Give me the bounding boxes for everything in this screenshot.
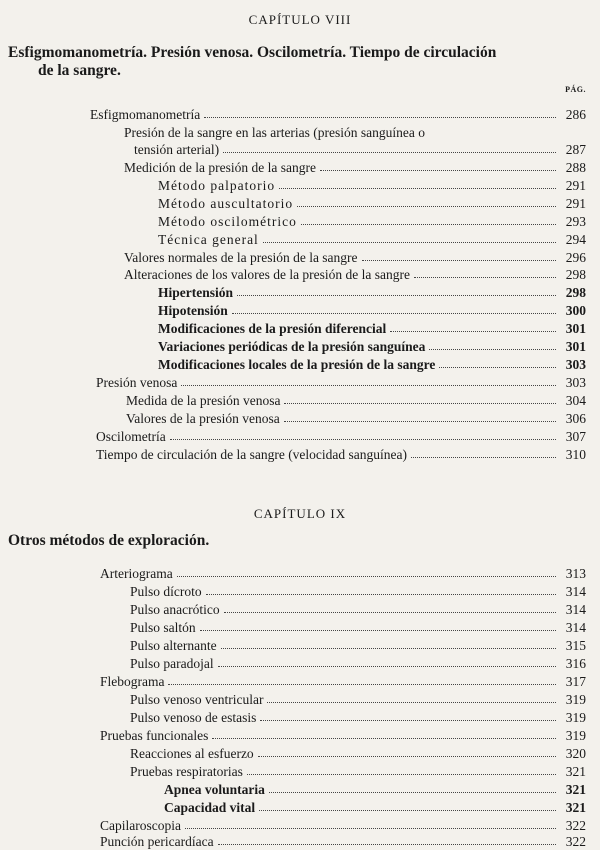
toc-entry: Pulso dícroto 314 <box>130 584 586 599</box>
toc-entry: Pulso alternante 315 <box>130 638 586 653</box>
chapter-8-heading: CAPÍTULO VIII <box>248 12 352 27</box>
toc-entry: tensión arterial) 287 <box>134 142 586 157</box>
toc-entry: Valores de la presión venosa 306 <box>126 411 586 426</box>
toc-entry: Hipotensión 300 <box>158 303 586 318</box>
toc-entry: Método auscultatorio 291 <box>158 196 586 211</box>
toc-entry: Tiempo de circulación de la sangre (velocidad sanguínea) 310 <box>96 447 586 462</box>
chapter-8-title-line1: Esfigmomanometría. Presión venosa. Oscilometría. Tiempo de circulación <box>8 44 497 61</box>
toc-entry: Valores normales de la presión de la sangre 296 <box>124 250 586 265</box>
toc-entry: Hipertensión 298 <box>158 285 586 300</box>
toc-entry: Pulso venoso ventricular 319 <box>130 692 586 707</box>
toc-entry: Variaciones periódicas de la presión sanguínea 301 <box>158 339 586 354</box>
toc-entry: Capilaroscopia 322 <box>100 818 586 833</box>
toc-entry: Esfigmomanometría 286 <box>90 107 586 122</box>
toc-entry: Método oscilométrico 293 <box>158 214 586 229</box>
toc-entry: Método palpatorio 291 <box>158 178 586 193</box>
toc-entry: Pulso paradojal 316 <box>130 656 586 671</box>
chapter-9-heading: CAPÍTULO IX <box>253 506 347 521</box>
toc-entry: Pulso saltón 314 <box>130 620 586 635</box>
toc-entry: Pruebas funcionales 319 <box>100 728 586 743</box>
toc-entry: Alteraciones de los valores de la presión de la sangre 298 <box>124 267 586 282</box>
toc-entry: Medida de la presión venosa 304 <box>126 393 586 408</box>
toc-entry: Pulso anacrótico 314 <box>130 602 586 617</box>
toc-entry: Reacciones al esfuerzo 320 <box>130 746 586 761</box>
toc-entry: Apnea voluntaria 321 <box>164 782 586 797</box>
toc-entry: Capacidad vital 321 <box>164 800 586 815</box>
page-column-header: PÁG. <box>565 85 586 94</box>
toc-entry: Pulso venoso de estasis 319 <box>130 710 586 725</box>
toc-entry: Técnica general 294 <box>158 232 586 247</box>
toc-entry: Arteriograma 313 <box>100 566 586 581</box>
toc-entry: Modificaciones de la presión diferencial 301 <box>158 321 586 336</box>
chapter-8-title-line2: de la sangre. <box>38 62 121 79</box>
toc-entry: Modificaciones locales de la presión de la sangre 303 <box>158 357 586 372</box>
toc-entry-wrapped: Presión de la sangre en las arterias (presión sanguínea o <box>124 125 426 140</box>
toc-entry: Punción pericardíaca 322 <box>100 834 586 849</box>
toc-entry: Medición de la presión de la sangre 288 <box>124 160 586 175</box>
toc-entry: Pruebas respiratorias 321 <box>130 764 586 779</box>
toc-entry: Flebograma 317 <box>100 674 586 689</box>
chapter-8-title <box>8 44 594 80</box>
toc-entry: Presión venosa 303 <box>96 375 586 390</box>
chapter-9-title: Otros métodos de exploración. <box>8 532 210 549</box>
toc-entry: Oscilometría 307 <box>96 429 586 444</box>
